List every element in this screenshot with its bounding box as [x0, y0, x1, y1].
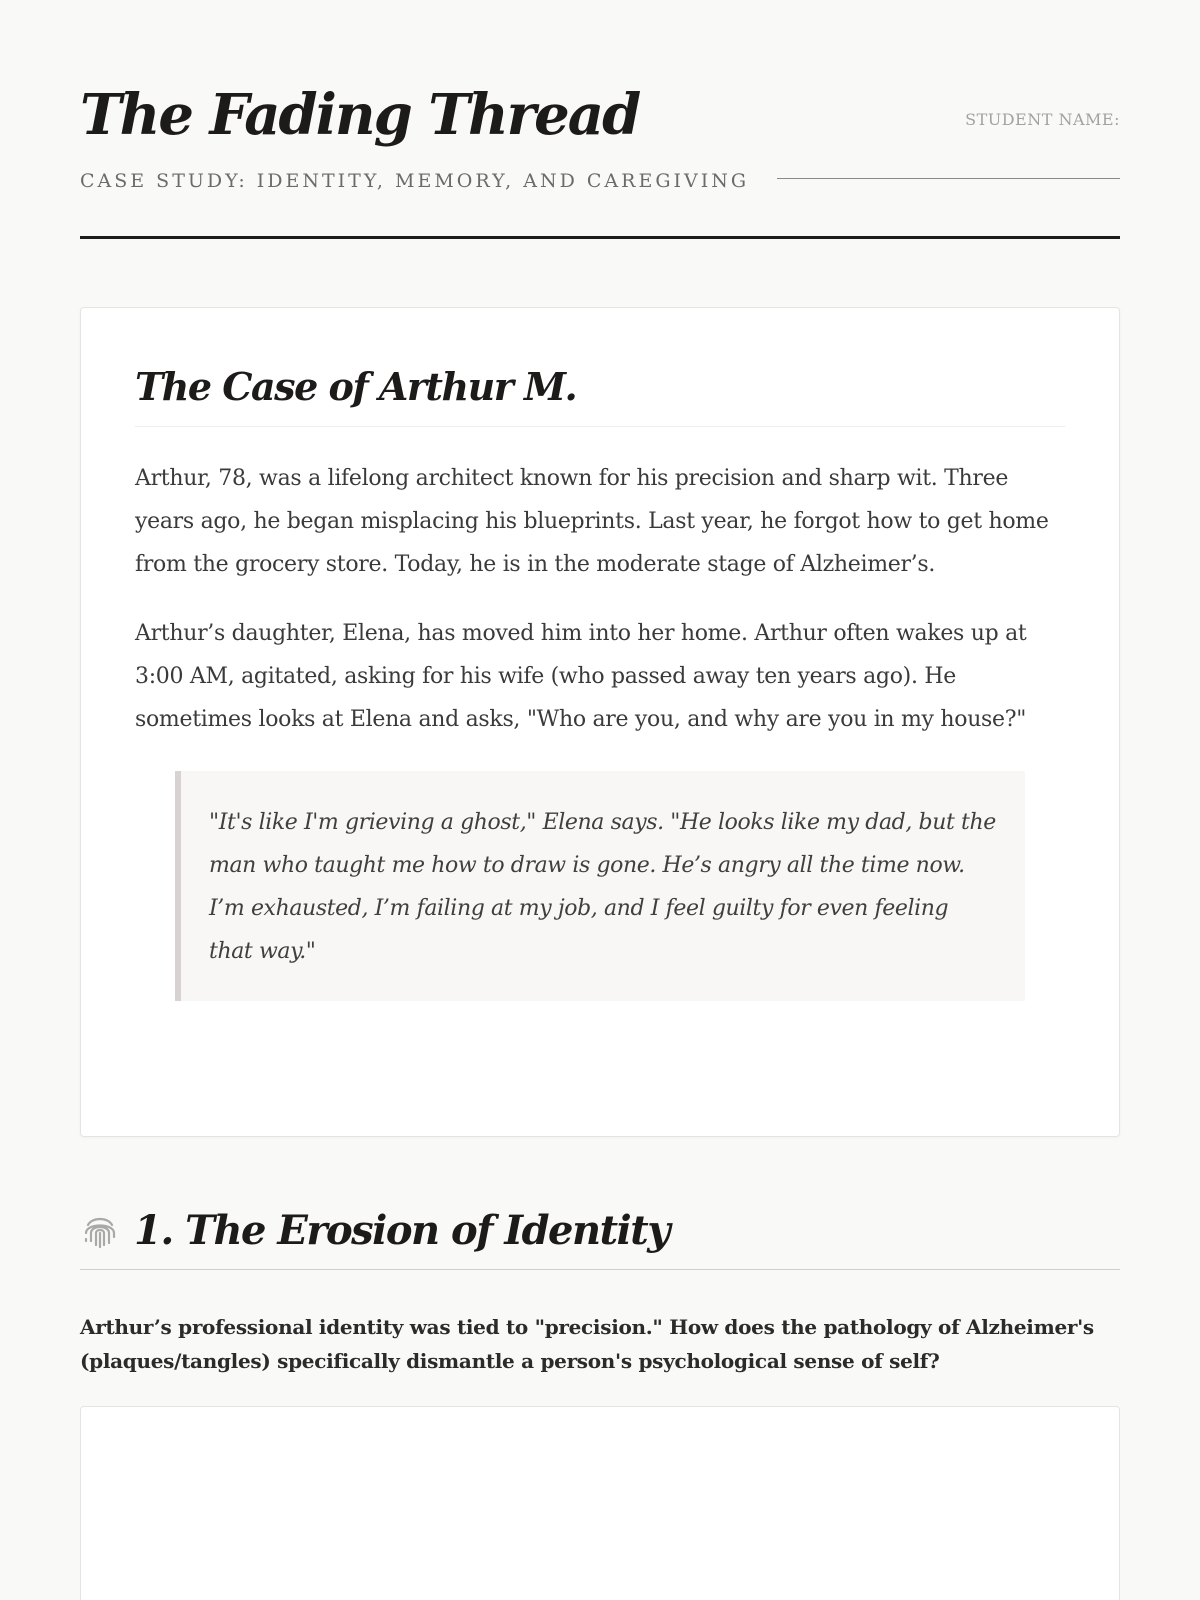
- section-header: [80, 1205, 1120, 1270]
- case-quote: "It's like I'm grieving a ghost," Elena says. "He looks like my dad, but the man who taught me how to draw is gone. He’s angry all the time now. I’m exhausted, I’m failing at my job, and I feel guilty for even feeling that way.": [175, 771, 1025, 1001]
- worksheet-header: [80, 0, 1120, 239]
- student-name-label: STUDENT NAME:: [965, 110, 1120, 129]
- case-card: [80, 307, 1120, 1137]
- page-title: The Fading Thread: [80, 82, 640, 148]
- section-identity: [80, 1205, 1120, 1600]
- case-paragraph: Arthur, 78, was a lifelong architect known for his precision and sharp wit. Three years ago, he began misplacing his blueprints. Last year, he forgot how to get home from the grocery store. Today, he is in the moderate stage of Alzheimer’s.: [135, 466, 1049, 577]
- case-title: The Case of Arthur M.: [135, 362, 1065, 427]
- fingerprint-icon: [80, 1211, 120, 1251]
- question-text: Arthur’s professional identity was tied to "precision." How does the pathology of Alzheimer's (plaques/tangles) specifically dismantle a person's psychological sense of self?: [80, 1315, 1094, 1373]
- case-paragraph: Arthur’s daughter, Elena, has moved him into her home. Arthur often wakes up at 3:00 AM, agitated, asking for his wife (who passed away ten years ago). He sometimes looks at Elena and asks, "Who are you, and why are you in my house?": [135, 621, 1027, 732]
- section-title: 1. The Erosion of Identity: [134, 1207, 669, 1254]
- answer-textarea[interactable]: [80, 1406, 1120, 1600]
- student-name-field[interactable]: [777, 178, 1120, 179]
- page-subtitle: CASE STUDY: IDENTITY, MEMORY, AND CAREGIVING: [80, 170, 750, 192]
